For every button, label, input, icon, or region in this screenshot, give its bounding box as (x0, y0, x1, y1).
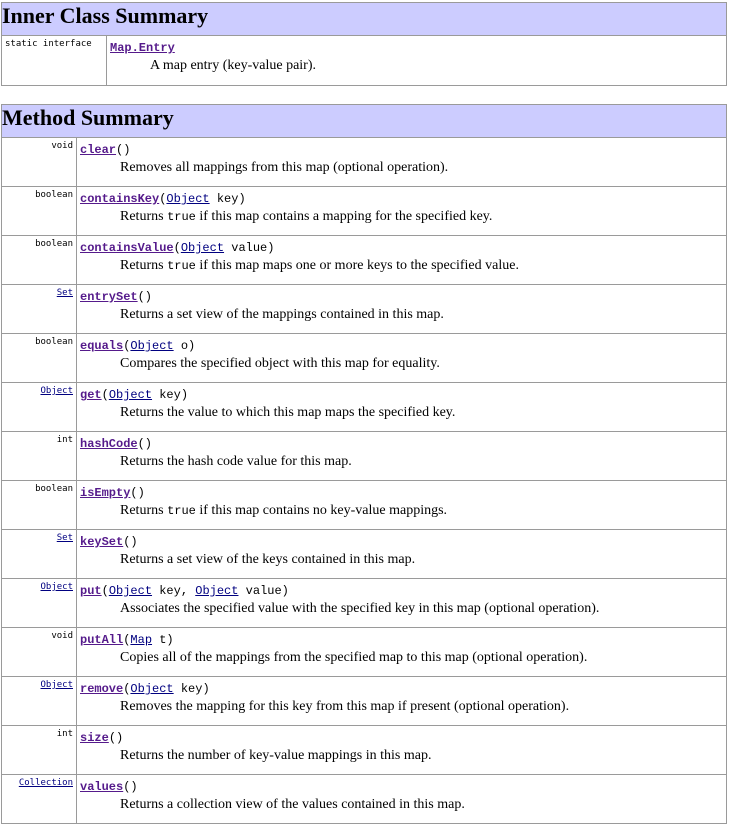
return-type: void (51, 631, 73, 641)
return-type: void (51, 141, 73, 151)
method-params: () (137, 437, 153, 451)
method-params-open: ( (123, 682, 131, 696)
return-type: boolean (35, 484, 73, 494)
method-params: () (108, 731, 124, 745)
param-type-link[interactable]: Object (130, 682, 174, 696)
method-link-equals[interactable]: equals (80, 339, 124, 353)
table-row (2, 36, 727, 86)
desc-code: true (167, 259, 196, 273)
return-type: boolean (35, 239, 73, 249)
return-type-link[interactable]: Object (40, 386, 73, 396)
param-type-link[interactable]: Object (180, 241, 225, 255)
table-row (2, 285, 727, 334)
return-type-cell (2, 481, 77, 530)
table-row (2, 383, 727, 432)
method-link-containskey[interactable]: containsKey (80, 192, 160, 206)
method-description: Returns the hash code value for this map. (120, 454, 352, 469)
desc-text: Returns (120, 209, 168, 224)
method-params: () (116, 143, 131, 157)
method-signature-cell (77, 432, 727, 481)
return-type-cell (2, 579, 77, 628)
desc-code: true (167, 504, 196, 518)
method-params-open: ( (173, 241, 181, 255)
table-row (2, 481, 727, 530)
method-params: () (123, 780, 138, 794)
return-type-cell (2, 334, 77, 383)
param-type-link[interactable]: Object (108, 388, 153, 402)
method-params-rest: key) (173, 682, 210, 696)
table-row (2, 334, 727, 383)
method-signature-cell (77, 726, 727, 775)
method-link-get[interactable]: get (80, 388, 102, 402)
return-type-cell (2, 432, 77, 481)
method-signature-cell (77, 334, 727, 383)
method-description (80, 255, 726, 274)
table-row (2, 432, 727, 481)
return-type-cell (2, 285, 77, 334)
method-description (80, 206, 726, 225)
return-type-cell (2, 726, 77, 775)
table-row (2, 677, 727, 726)
method-link-hashcode[interactable]: hashCode (80, 437, 138, 451)
method-signature-cell (77, 579, 727, 628)
method-link-values[interactable]: values (80, 780, 124, 794)
method-signature-cell (77, 236, 727, 285)
method-params: () (123, 535, 138, 549)
desc-text: if this map maps one or more keys to the specified value. (195, 258, 519, 273)
method-link-remove[interactable]: remove (80, 682, 124, 696)
table-row (2, 628, 727, 677)
method-signature-cell (77, 481, 727, 530)
method-params-open: ( (123, 339, 131, 353)
inner-class-link-map-entry[interactable]: Map.Entry (110, 41, 175, 55)
return-type-link[interactable]: Collection (18, 778, 73, 788)
method-description: Returns a set view of the mappings contained in this map. (120, 307, 444, 322)
return-type-cell (2, 383, 77, 432)
method-signature-cell (77, 187, 727, 236)
inner-class-description: A map entry (key-value pair). (150, 58, 316, 73)
return-type: int (56, 729, 73, 739)
method-description: Associates the specified value with the specified key in this map (optional operation). (120, 601, 600, 616)
method-params-rest: key) (152, 388, 189, 402)
method-description: Returns the value to which this map maps the specified key. (120, 405, 456, 420)
method-params-open: ( (101, 388, 109, 402)
return-type-cell (2, 530, 77, 579)
desc-text: Returns (120, 258, 168, 273)
inner-class-type: static interface (2, 36, 107, 86)
method-params-rest: o) (173, 339, 196, 353)
param-type-link[interactable]: Object (195, 584, 239, 598)
param-type-link[interactable]: Object (130, 339, 174, 353)
param-type-link[interactable]: Object (108, 584, 153, 598)
method-link-put[interactable]: put (80, 584, 102, 598)
method-params-rest: value) (238, 584, 289, 598)
method-description: Removes all mappings from this map (optional operation). (120, 160, 449, 175)
method-signature-cell (77, 138, 727, 187)
desc-text: Returns (120, 503, 168, 518)
method-params: () (137, 290, 153, 304)
table-row (2, 775, 727, 824)
method-description (80, 500, 726, 519)
return-type-cell (2, 236, 77, 285)
table-row (2, 236, 727, 285)
return-type: boolean (35, 337, 73, 347)
method-summary-table (1, 104, 727, 824)
method-signature-cell (77, 775, 727, 824)
method-signature-cell (77, 383, 727, 432)
method-params-rest: t) (152, 633, 174, 647)
table-row (2, 187, 727, 236)
param-type-link[interactable]: Object (166, 192, 210, 206)
return-type-cell (2, 138, 77, 187)
method-link-keyset[interactable]: keySet (80, 535, 124, 549)
method-description: Returns the number of key-value mappings in this map. (120, 748, 432, 763)
method-params-rest: value) (224, 241, 275, 255)
return-type-link[interactable]: Object (40, 680, 73, 690)
return-type-link[interactable]: Set (56, 288, 73, 298)
return-type-cell (2, 628, 77, 677)
method-params: () (130, 486, 145, 500)
desc-text: if this map contains a mapping for the specified key. (195, 209, 493, 224)
table-row (2, 726, 727, 775)
method-signature-cell (77, 285, 727, 334)
inner-class-summary-title: Inner Class Summary (2, 3, 727, 36)
method-params-rest: key) (209, 192, 246, 206)
method-link-size[interactable]: size (80, 731, 109, 745)
return-type-link[interactable]: Set (56, 533, 73, 543)
return-type-cell (2, 187, 77, 236)
method-signature-cell (77, 628, 727, 677)
method-signature-cell (77, 530, 727, 579)
method-description: Returns a set view of the keys contained in this map. (120, 552, 416, 567)
desc-text: if this map contains no key-value mappings. (195, 503, 448, 518)
return-type-link[interactable]: Object (40, 582, 73, 592)
desc-code: true (167, 210, 196, 224)
method-link-putall[interactable]: putAll (80, 633, 124, 647)
method-link-entryset[interactable]: entrySet (80, 290, 138, 304)
inner-class-summary-table (1, 2, 727, 86)
return-type-cell (2, 775, 77, 824)
method-summary-title: Method Summary (2, 105, 727, 138)
method-params-open: ( (101, 584, 109, 598)
method-params-open: ( (123, 633, 131, 647)
return-type: int (56, 435, 73, 445)
param-type-link[interactable]: Map (130, 633, 153, 647)
table-row (2, 530, 727, 579)
method-params-mid: key, (152, 584, 196, 598)
method-description: Removes the mapping for this key from this map if present (optional operation). (120, 699, 570, 714)
method-link-containsvalue[interactable]: containsValue (80, 241, 174, 255)
method-description: Copies all of the mappings from the specified map to this map (optional operation). (120, 650, 588, 665)
method-description: Compares the specified object with this map for equality. (120, 356, 440, 371)
table-row (2, 579, 727, 628)
method-params-open: ( (159, 192, 167, 206)
return-type: boolean (35, 190, 73, 200)
method-link-isempty[interactable]: isEmpty (80, 486, 131, 500)
table-row (2, 138, 727, 187)
method-signature-cell (77, 677, 727, 726)
return-type-cell (2, 677, 77, 726)
method-link-clear[interactable]: clear (80, 143, 117, 157)
method-description: Returns a collection view of the values contained in this map. (120, 797, 465, 812)
